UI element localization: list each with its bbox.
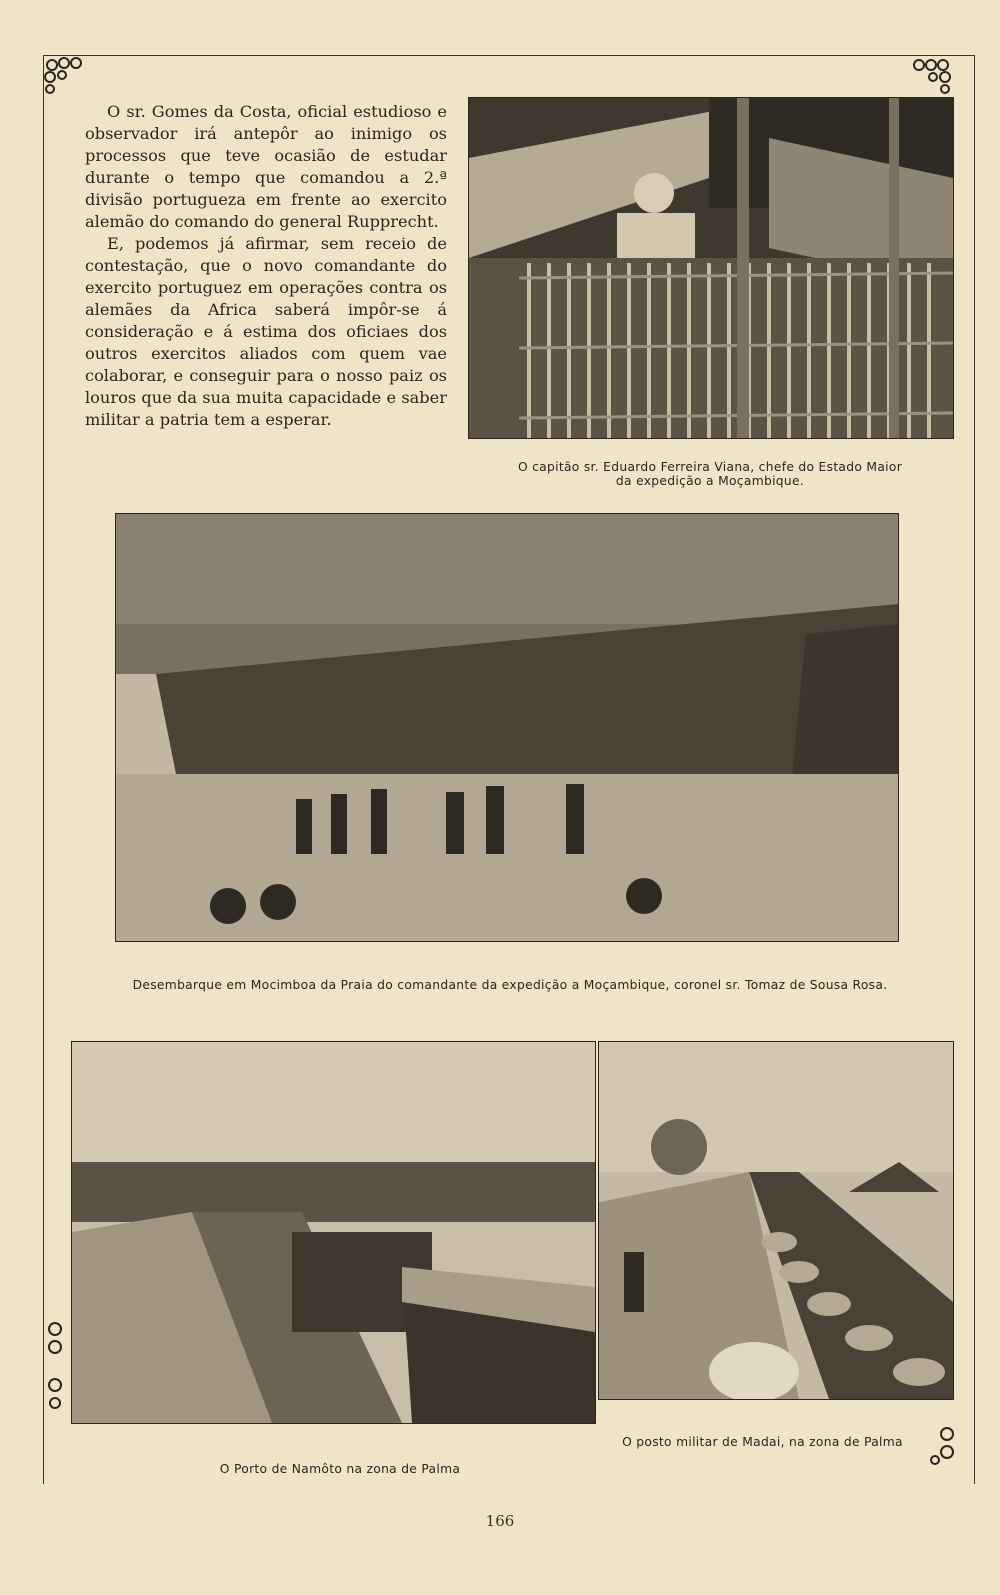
- caption-captain: [460, 460, 960, 488]
- article-paragraph: O sr. Gomes da Costa, oficial estudioso e observador irá antepôr ao inimigo os processos que teve ocasião de estudar durante o tempo que comandou a 2.ª divisão portugueza em frente ao exercito alemão do comando do general Rupprecht.: [85, 102, 447, 231]
- caption-namoto: O Porto de Namôto na zona de Palma: [219, 1462, 461, 1476]
- caption-line: da expedição a Moçambique.: [615, 474, 805, 488]
- photo-posto-madai: [598, 1041, 954, 1400]
- photo-porto-namoto: [71, 1041, 596, 1424]
- article-body: [85, 101, 447, 431]
- corner-ornament-top-left: [40, 53, 90, 103]
- caption-madai: O posto militar de Madai, na zona de Palma: [622, 1435, 903, 1449]
- page-number: 166: [485, 1512, 515, 1530]
- photo-landing-mocimboa: [115, 513, 899, 942]
- corner-ornament-bottom-left: [40, 1315, 70, 1415]
- corner-ornament-top-right: [905, 53, 955, 103]
- article-paragraph: E, podemos já afirmar, sem receio de contestação, que o novo comandante do exercito portuguez em operações contra os alemães da Africa saberá impôr-se á consideração e á estima dos oficiaes dos outros exercitos aliados com quem vae colaborar, e conseguir para o nosso paiz os louros que da sua muita capacidade e saber militar a patria tem a esperar.: [85, 234, 447, 429]
- caption-landing: Desembarque em Mocimboa da Praia do comandante da expedição a Moçambique, coronel sr. Tomaz de Sousa Rosa.: [132, 978, 888, 992]
- caption-line: O capitão sr. Eduardo Ferreira Viana, chefe do Estado Maior: [517, 460, 903, 474]
- photo-captain-viana: [468, 97, 954, 439]
